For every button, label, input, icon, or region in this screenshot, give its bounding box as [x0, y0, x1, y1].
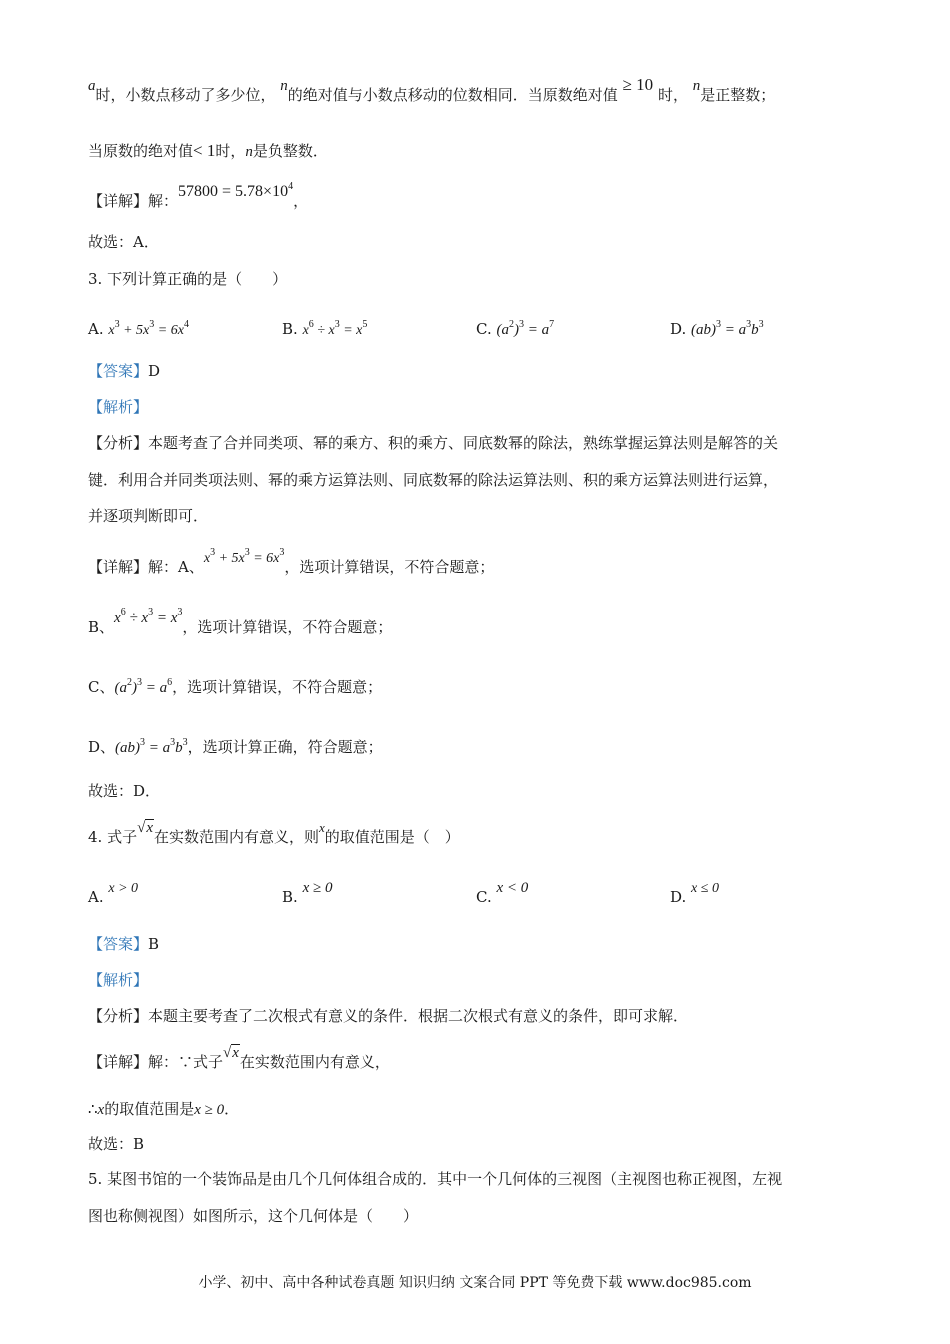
q3-answer: 【答案】D	[88, 362, 161, 380]
q3-detail-d: D、$(ab)^3 = a^3b^3$，选项计算正确，符合题意；	[88, 737, 383, 756]
q3-analysis-3: 并逐项判断即可．	[88, 507, 209, 525]
q3-option-a: A. $x^3 + 5x^3 = 6x^4$	[88, 319, 189, 338]
q3-option-d: D. $(ab)^3 = a^3b^3$	[670, 319, 764, 338]
q4-option-d: D. x ≤ 0	[670, 881, 719, 906]
ge-ten: ≥ 10	[622, 75, 654, 94]
sqrt-x: √x	[137, 820, 153, 836]
q4-stem: 4. 式子√x在实数范围内有意义，则x的取值范围是（ ）	[88, 820, 460, 846]
q3-analysis-tag: 【解析】	[88, 398, 149, 416]
q3-analysis-1: 【分析】本题考查了合并同类项、幂的乘方、积的乘方、同底数幂的除法，熟练掌握运算法则是解答的关	[88, 434, 779, 452]
q4-option-a: A. x > 0	[88, 881, 139, 906]
q2-answer: 故选：A．	[88, 233, 159, 251]
q3-analysis-2: 键．利用合并同类项法则、幂的乘方运算法则、同底数幂的除法运算法则、积的乘方运算法则进行运算，	[88, 471, 779, 489]
q5-line-1: 5. 某图书馆的一个装饰品是由几个几何体组合成的．其中一个几何体的三视图（主视图也称正视图，左视	[88, 1170, 783, 1188]
q4-therefore: ∴x的取值范围是x ≥ 0．	[88, 1100, 240, 1118]
q4-analysis: 【分析】本题主要考查了二次根式有意义的条件．根据二次根式有意义的条件，即可求解．	[88, 1007, 689, 1025]
q3-detail-c: C、$(a^2)^3 = a^6$，选项计算错误，不符合题意；	[88, 677, 383, 696]
intro-line-2: 当原数的绝对值< 1时，n是负整数．	[88, 141, 328, 160]
intro-line-1: a时，小数点移动了多少位， n的绝对值与小数点移动的位数相同．当原数绝对值 ≥ 10 时， n是正整数；	[88, 75, 776, 104]
math-a: a	[88, 78, 96, 94]
q4-final: 故选：B	[88, 1135, 145, 1153]
q4-detail: 【详解】解：∵式子√x在实数范围内有意义，	[88, 1045, 390, 1071]
answer-tag: 【答案】	[88, 362, 149, 380]
q5-line-2: 图也称侧视图）如图所示，这个几何体是（ ）	[88, 1207, 419, 1225]
q3-detail-b: B、$x^6 \div x^3 = x^3$，选项计算错误，不符合题意；	[88, 607, 393, 636]
q3-stem: 3. 下列计算正确的是（ ）	[88, 270, 288, 288]
q3-option-b: B. $x^6 \div x^3 = x^5$	[282, 319, 368, 338]
q4-option-c: C. x < 0	[476, 880, 529, 906]
q2-detail: 【详解】解：$57800 = 5.78\times 10^4$，	[88, 181, 309, 210]
page-footer: 小学、初中、高中各种试卷真题 知识归纳 文案合同 PPT 等免费下载 www.doc985.com	[198, 1275, 752, 1291]
q3-final: 故选：D．	[88, 782, 161, 800]
q3-detail-a: 【详解】解：A、$x^3 + 5x^3 = 6x^3$，选项计算错误，不符合题意；	[88, 547, 495, 576]
q4-answer: 【答案】B	[88, 935, 160, 953]
q4-option-b: B. x ≥ 0	[282, 880, 333, 906]
q4-analysis-tag: 【解析】	[88, 971, 149, 989]
q3-option-c: C. $(a^2)^3 = a^7$	[476, 319, 555, 338]
sqrt-x: √x	[223, 1045, 239, 1061]
